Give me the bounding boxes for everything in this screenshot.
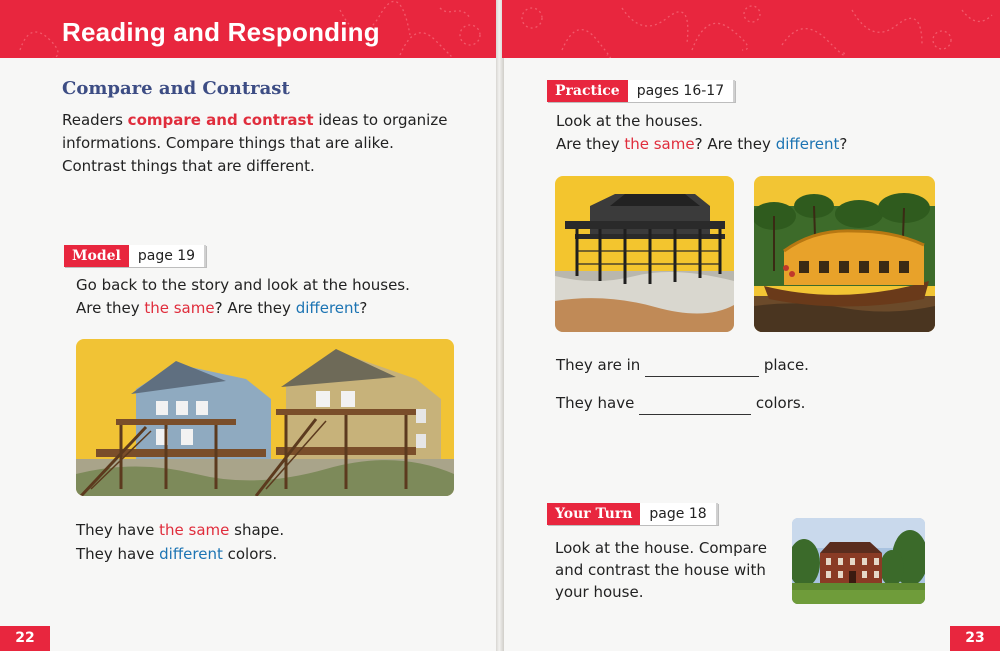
practice-label: Practice — [547, 80, 628, 102]
book-gutter — [496, 0, 504, 651]
caption-line-1 — [76, 518, 476, 542]
practice-page-ref: pages 16-17 — [628, 80, 735, 102]
practice-q-text-3: ? — [839, 135, 848, 153]
caption-b-text-2: colors. — [222, 545, 278, 563]
fill-in-line-2 — [556, 392, 956, 415]
beach-houses-photo — [76, 339, 454, 496]
your-turn-page-ref: page 18 — [640, 503, 717, 525]
caption-a-same: the same — [159, 521, 230, 539]
caption-b-different: different — [159, 545, 223, 563]
model-q-text-2: ? Are they — [214, 299, 296, 317]
model-prompt — [76, 274, 476, 320]
intro-text-1: Readers — [62, 111, 128, 129]
practice-q-different: different — [775, 135, 840, 153]
practice-question — [556, 133, 966, 156]
houseboat-photo — [754, 176, 935, 332]
model-q-text-1: Are they — [76, 299, 145, 317]
your-turn-label: Your Turn — [547, 503, 640, 525]
model-label: Model — [64, 245, 129, 267]
model-q-text-3: ? — [359, 299, 368, 317]
brick-house-photo — [792, 518, 925, 604]
fill-in-line-1 — [556, 354, 956, 377]
right-banner — [502, 0, 1000, 58]
model-question — [76, 297, 476, 320]
practice-q-text-2: ? Are they — [694, 135, 776, 153]
model-caption — [76, 518, 476, 566]
practice-q-text-1: Are they — [556, 135, 625, 153]
fill-in-a-text-2: place. — [763, 356, 809, 374]
caption-a-text-2: shape. — [229, 521, 285, 539]
model-line-1: Go back to the story and look at the houses. — [76, 276, 410, 294]
caption-b-text-1: They have — [76, 545, 160, 563]
intro-paragraph — [62, 109, 462, 178]
fill-in-b-text-1: They have — [556, 394, 635, 412]
stilt-house-photo — [555, 176, 734, 332]
practice-tag — [547, 80, 735, 102]
caption-a-text-1: They have — [76, 521, 160, 539]
page-title: Reading and Responding — [62, 17, 380, 47]
fill-in-a-text-1: They are in — [556, 356, 641, 374]
caption-line-2 — [76, 542, 476, 566]
model-q-different: different — [295, 299, 360, 317]
section-subtitle: Compare and Contrast — [62, 78, 290, 99]
your-turn-text: Look at the house. Compare and contrast the house with your house. — [555, 539, 767, 601]
blank-place[interactable] — [645, 360, 759, 377]
model-page-ref: page 19 — [129, 245, 206, 267]
practice-line-1: Look at the houses. — [556, 112, 703, 130]
left-page-number: 22 — [0, 626, 50, 651]
right-page-number: 23 — [950, 626, 1000, 651]
practice-prompt — [556, 110, 966, 156]
your-turn-tag — [547, 503, 718, 525]
practice-q-same: the same — [624, 135, 695, 153]
model-tag — [64, 245, 206, 267]
left-banner — [0, 0, 497, 58]
model-q-same: the same — [144, 299, 215, 317]
fill-in-b-text-2: colors. — [755, 394, 806, 412]
intro-highlight: compare and contrast — [127, 111, 314, 129]
blank-colors[interactable] — [639, 398, 751, 415]
intro-text-2: ideas to organize informations. Compare things that are alike. Contrast things that are different. — [62, 111, 448, 175]
